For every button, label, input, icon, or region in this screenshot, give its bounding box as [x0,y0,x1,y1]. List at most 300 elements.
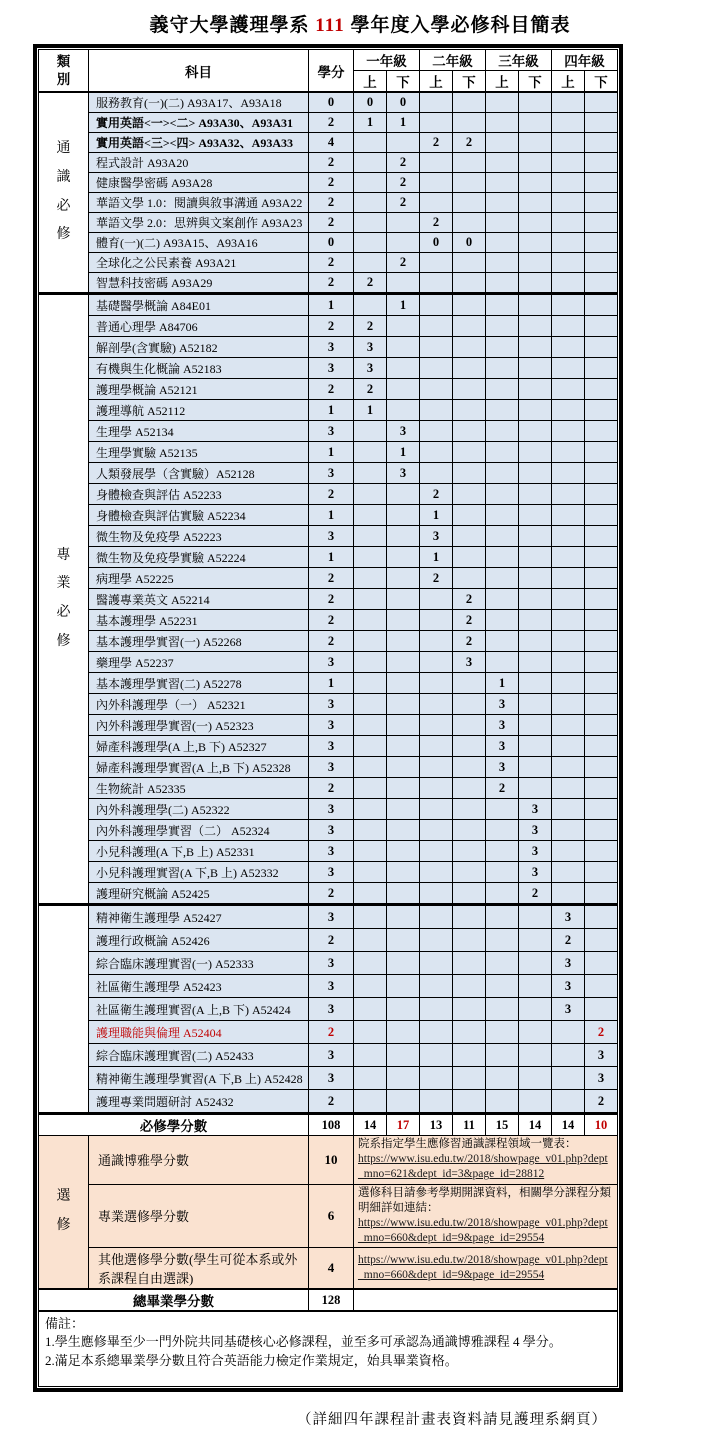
credits-cell: 1 [309,294,354,316]
semester-credit-cell [387,883,420,905]
semester-credit-cell [354,153,387,173]
semester-credit-cell [519,193,552,213]
semester-credit-cell [354,975,387,998]
course-row [39,1021,618,1044]
semester-credit-cell [519,294,552,316]
credits-cell: 2 [309,316,354,337]
semester-credit-cell [420,463,453,484]
course-row [39,998,618,1021]
semester-credit-cell: 2 [519,883,552,905]
semester-credit-cell [552,153,585,173]
semester-credit-cell [552,1044,585,1067]
header-grade-4: 四年級 [552,50,618,71]
semester-credit-cell [420,1021,453,1044]
semester-credit-cell: 1 [354,400,387,421]
course-row [39,505,618,526]
semester-credit-cell [519,757,552,778]
credits-cell: 3 [309,736,354,757]
semester-credit-cell [420,421,453,442]
semester-credit-cell: 1 [486,673,519,694]
course-row [39,253,618,273]
subject-cell: 華語文學 2.0：思辨與文案創作 A93A23 [89,213,309,233]
credits-cell: 1 [309,547,354,568]
subject-cell: 身體檢查與評估實驗 A52234 [89,505,309,526]
semester-credit-cell [486,153,519,173]
semester-credit-cell [387,547,420,568]
semester-credit-cell [552,233,585,253]
category-cell [39,905,89,1114]
course-row [39,715,618,736]
semester-credit-cell [453,442,486,463]
semester-credit-cell [519,547,552,568]
header-sem: 上 [420,71,453,93]
semester-credit-cell [552,294,585,316]
semester-credit-cell [519,213,552,233]
semester-credit-cell [420,589,453,610]
semester-credit-cell [552,193,585,213]
subject-cell: 小兒科護理實習(A 下,B 上) A52332 [89,862,309,883]
semester-credit-cell: 1 [387,294,420,316]
semester-credit-cell: 2 [486,778,519,799]
semester-credit-cell [453,273,486,294]
semester-credit-cell [387,233,420,253]
credits-cell: 2 [309,778,354,799]
semester-credit-cell [486,929,519,952]
subject-cell: 普通心理學 A84706 [89,316,309,337]
notes-row [39,1311,618,1386]
course-row [39,975,618,998]
header-credits: 學分 [309,50,354,93]
credits-cell: 3 [309,421,354,442]
credits-cell: 2 [309,883,354,905]
course-row [39,358,618,379]
semester-credit-cell [519,1090,552,1114]
semester-credit-cell [420,952,453,975]
semester-credit-cell [552,505,585,526]
subject-cell: 婦產科護理學(A 上,B 下) A52327 [89,736,309,757]
semester-credit-cell: 3 [387,421,420,442]
semester-credit-cell: 3 [486,715,519,736]
semester-credit-cell: 3 [552,998,585,1021]
semester-credit-cell [552,862,585,883]
semester-credit-cell [453,568,486,589]
course-row [39,905,618,929]
credits-cell: 3 [309,799,354,820]
elective-credits-cell: 4 [309,1248,354,1290]
semester-credit-cell [585,193,618,213]
required-credits-total: 108 [309,1114,354,1136]
semester-credit-cell [387,316,420,337]
semester-credit-cell: 0 [354,92,387,113]
credits-cell: 4 [309,133,354,153]
semester-credit-cell [585,778,618,799]
semester-credit-cell [486,841,519,862]
elective-credits-cell: 6 [309,1184,354,1248]
subject-cell: 精神衛生護理學 A52427 [89,905,309,929]
semester-credit-cell [519,358,552,379]
elective-row [39,1136,618,1185]
subject-cell: 病理學 A52225 [89,568,309,589]
semester-credit-cell: 2 [420,484,453,505]
course-row [39,484,618,505]
credits-cell: 2 [309,929,354,952]
course-row [39,862,618,883]
empty-cell [354,1289,618,1311]
course-row [39,841,618,862]
graduation-credits-label: 總畢業學分數 [39,1289,309,1311]
semester-credit-cell [585,213,618,233]
semester-credit-cell [354,610,387,631]
semester-credit-cell [486,952,519,975]
semester-credit-cell [552,610,585,631]
semester-credit-cell [453,463,486,484]
semester-credit-cell [486,799,519,820]
semester-credit-cell: 2 [387,173,420,193]
semester-credit-cell [453,673,486,694]
credits-cell: 2 [309,1090,354,1114]
semester-credit-cell [354,213,387,233]
semester-credit-cell: 3 [519,799,552,820]
semester-credit-cell: 3 [519,820,552,841]
semester-credit-cell [420,975,453,998]
credits-cell: 3 [309,905,354,929]
semester-credit-cell [387,905,420,929]
semester-credit-cell [453,883,486,905]
semester-credit-cell [387,1090,420,1114]
subject-cell: 內外科護理學（一） A52321 [89,694,309,715]
elective-note-cell [354,1248,618,1290]
semester-credit-cell [519,113,552,133]
subject-cell: 生理學實驗 A52135 [89,442,309,463]
semester-credit-cell [453,694,486,715]
semester-credit-cell [585,358,618,379]
semester-credit-cell [387,694,420,715]
semester-credit-cell [519,253,552,273]
subject-cell: 護理職能與倫理 A52404 [89,1021,309,1044]
semester-credit-cell [585,652,618,673]
semester-credit-cell [552,213,585,233]
credits-cell: 2 [309,213,354,233]
semester-credit-cell [519,673,552,694]
header-sem: 上 [486,71,519,93]
semester-credit-cell [486,631,519,652]
semester-credit-cell: 2 [354,316,387,337]
semester-credit-cell [420,905,453,929]
semester-credit-cell [387,358,420,379]
subject-cell: 身體檢查與評估 A52233 [89,484,309,505]
semester-credit-cell [354,799,387,820]
semester-credit-cell [519,92,552,113]
required-credits-sem: 10 [585,1114,618,1136]
semester-credit-cell [387,337,420,358]
semester-credit-cell [354,715,387,736]
semester-credit-cell [585,715,618,736]
semester-credit-cell: 3 [420,526,453,547]
semester-credit-cell [354,294,387,316]
semester-credit-cell [519,715,552,736]
semester-credit-cell [420,820,453,841]
subject-cell: 小兒科護理(A 下,B 上) A52331 [89,841,309,862]
semester-credit-cell [387,610,420,631]
semester-credit-cell [354,673,387,694]
semester-credit-cell [420,1044,453,1067]
semester-credit-cell [453,975,486,998]
semester-credit-cell [354,757,387,778]
page-title: 義守大學護理學系 111 學年度入學必修科目簡表 [149,15,571,36]
semester-credit-cell [585,929,618,952]
semester-credit-cell [354,952,387,975]
semester-credit-cell [486,92,519,113]
semester-credit-cell [387,568,420,589]
semester-credit-cell [519,652,552,673]
credits-cell: 2 [309,153,354,173]
semester-credit-cell [354,694,387,715]
semester-credit-cell: 3 [519,862,552,883]
semester-credit-cell [552,820,585,841]
semester-credit-cell [387,862,420,883]
semester-credit-cell [420,358,453,379]
semester-credit-cell: 3 [453,652,486,673]
semester-credit-cell [585,153,618,173]
subject-cell: 基本護理學實習(二) A52278 [89,673,309,694]
semester-credit-cell [585,133,618,153]
semester-credit-cell [354,862,387,883]
semester-credit-cell [354,929,387,952]
semester-credit-cell [387,273,420,294]
semester-credit-cell [519,929,552,952]
required-credits-sem: 14 [354,1114,387,1136]
credits-cell: 3 [309,715,354,736]
semester-credit-cell [585,905,618,929]
semester-credit-cell [486,253,519,273]
subject-cell: 微生物及免疫學 A52223 [89,526,309,547]
semester-credit-cell [453,952,486,975]
semester-credit-cell [453,379,486,400]
semester-credit-cell [486,547,519,568]
semester-credit-cell [519,568,552,589]
semester-credit-cell: 3 [552,905,585,929]
required-credits-label: 必修學分數 [39,1114,309,1136]
semester-credit-cell [453,778,486,799]
semester-credit-cell [387,715,420,736]
credits-cell: 3 [309,998,354,1021]
semester-credit-cell [354,526,387,547]
semester-credit-cell: 2 [420,213,453,233]
semester-credit-cell [354,505,387,526]
semester-credit-cell [420,92,453,113]
semester-credit-cell [486,113,519,133]
semester-credit-cell [420,400,453,421]
subject-cell: 護理導航 A52112 [89,400,309,421]
note-item: 1.學生應修畢至少一門外院共同基礎核心必修課程，並至多可承認為通識博雅課程 4 學分。 [45,1334,562,1350]
semester-credit-cell [585,998,618,1021]
semester-credit-cell [486,337,519,358]
subject-cell: 有機與生化概論 A52183 [89,358,309,379]
semester-credit-cell [585,233,618,253]
semester-credit-cell [354,1021,387,1044]
semester-credit-cell [519,505,552,526]
semester-credit-cell [354,442,387,463]
notes-cell [39,1311,618,1386]
course-row [39,820,618,841]
semester-credit-cell [519,421,552,442]
subject-cell: 生物統計 A52335 [89,778,309,799]
semester-credit-cell [354,652,387,673]
header-sem: 下 [387,71,420,93]
course-row [39,442,618,463]
category-cell: 選修 [39,1136,89,1290]
semester-credit-cell [354,253,387,273]
semester-credit-cell [486,316,519,337]
required-credits-sem: 13 [420,1114,453,1136]
credits-cell: 2 [309,113,354,133]
semester-credit-cell [552,273,585,294]
subject-cell: 內外科護理學實習(一) A52323 [89,715,309,736]
semester-credit-cell [420,799,453,820]
semester-credit-cell [420,273,453,294]
semester-credit-cell [387,213,420,233]
credits-cell: 0 [309,233,354,253]
credits-cell: 3 [309,952,354,975]
semester-credit-cell [486,294,519,316]
semester-credit-cell [420,610,453,631]
semester-credit-cell: 3 [552,952,585,975]
credits-cell: 2 [309,173,354,193]
semester-credit-cell [552,316,585,337]
semester-credit-cell [486,233,519,253]
semester-credit-cell [453,1044,486,1067]
curriculum-table [33,44,623,1392]
semester-credit-cell [519,975,552,998]
semester-credit-cell [420,193,453,213]
elective-row [39,1248,618,1290]
semester-credit-cell [585,273,618,294]
note-link[interactable]: https://www.isu.edu.tw/2018/showpage_v01.php?dept_mno=621&dept_id=3&page_id=28812 [358,1153,608,1181]
semester-credit-cell [519,337,552,358]
semester-credit-cell: 3 [354,358,387,379]
note-link[interactable]: https://www.isu.edu.tw/2018/showpage_v01.php?dept_mno=660&dept_id=9&page_id=29554 [358,1216,608,1245]
graduation-credits-row [39,1289,618,1311]
semester-credit-cell [519,379,552,400]
semester-credit-cell [585,568,618,589]
semester-credit-cell [486,998,519,1021]
semester-credit-cell [420,862,453,883]
semester-credit-cell [585,484,618,505]
course-row [39,929,618,952]
semester-credit-cell [519,631,552,652]
subject-cell: 解剖學(含實驗) A52182 [89,337,309,358]
semester-credit-cell [552,379,585,400]
required-credits-sem: 14 [552,1114,585,1136]
semester-credit-cell [420,631,453,652]
semester-credit-cell [552,463,585,484]
credits-cell: 2 [309,610,354,631]
semester-credit-cell [519,484,552,505]
category-cell: 通識必修 [39,92,89,294]
semester-credit-cell [420,673,453,694]
semester-credit-cell [453,400,486,421]
semester-credit-cell [420,694,453,715]
semester-credit-cell [453,253,486,273]
subject-cell: 實用英語<三><四> A93A32、A93A33 [89,133,309,153]
credits-cell: 1 [309,505,354,526]
semester-credit-cell [585,173,618,193]
semester-credit-cell [486,484,519,505]
subject-cell: 綜合臨床護理實習(二) A52433 [89,1044,309,1067]
semester-credit-cell [519,998,552,1021]
semester-credit-cell [486,820,519,841]
semester-credit-cell: 3 [585,1044,618,1067]
semester-credit-cell: 3 [354,337,387,358]
semester-credit-cell [453,92,486,113]
semester-credit-cell [453,841,486,862]
semester-credit-cell [552,92,585,113]
note-link[interactable]: https://www.isu.edu.tw/2018/showpage_v01.php?dept_mno=660&dept_id=9&page_id=29554 [358,1254,608,1282]
semester-credit-cell [453,316,486,337]
subject-cell: 護理學概論 A52121 [89,379,309,400]
semester-credit-cell: 1 [354,113,387,133]
semester-credit-cell [420,294,453,316]
semester-credit-cell [387,799,420,820]
semester-credit-cell [552,1021,585,1044]
semester-credit-cell [453,1067,486,1090]
course-row [39,379,618,400]
semester-credit-cell [354,463,387,484]
header-sem: 上 [552,71,585,93]
subject-cell: 智慧科技密碼 A93A29 [89,273,309,294]
semester-credit-cell: 2 [585,1090,618,1114]
semester-credit-cell [552,568,585,589]
course-row [39,952,618,975]
semester-credit-cell [420,173,453,193]
header-sem: 下 [453,71,486,93]
semester-credit-cell [486,589,519,610]
semester-credit-cell [486,652,519,673]
semester-credit-cell [486,193,519,213]
semester-credit-cell [519,778,552,799]
required-credits-sem: 11 [453,1114,486,1136]
semester-credit-cell [453,929,486,952]
semester-credit-cell [585,253,618,273]
semester-credit-cell: 2 [420,133,453,153]
semester-credit-cell: 2 [453,610,486,631]
course-row [39,631,618,652]
semester-credit-cell [585,862,618,883]
subject-cell: 基本護理學 A52231 [89,610,309,631]
credits-cell: 3 [309,694,354,715]
course-row [39,1067,618,1090]
semester-credit-cell [387,975,420,998]
subject-cell: 全球化之公民素養 A93A21 [89,253,309,273]
semester-credit-cell [519,526,552,547]
semester-credit-cell [519,316,552,337]
semester-credit-cell [354,998,387,1021]
semester-credit-cell [585,757,618,778]
semester-credit-cell [519,442,552,463]
header-grade-2: 二年級 [420,50,486,71]
semester-credit-cell [420,379,453,400]
semester-credit-cell [387,652,420,673]
semester-credit-cell [354,484,387,505]
semester-credit-cell [585,379,618,400]
semester-credit-cell [387,379,420,400]
course-row [39,233,618,253]
semester-credit-cell [519,400,552,421]
semester-credit-cell [552,589,585,610]
course-row [39,173,618,193]
course-row [39,92,618,113]
credits-cell: 0 [309,92,354,113]
